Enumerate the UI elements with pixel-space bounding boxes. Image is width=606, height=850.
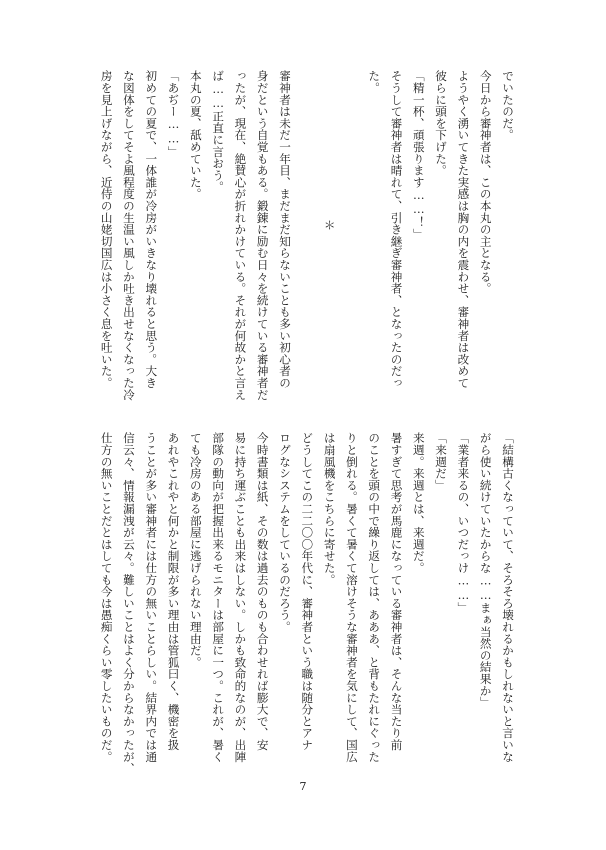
text-line: 身だという自覚もある。鍛錬に励む日々を続けている審神者だ	[255, 70, 270, 401]
text-line: 今日から審神者は、この本丸の主となる。	[478, 70, 493, 295]
text-line: うことが多い審神者には仕方の無いことらしい。結界内では通	[144, 432, 159, 763]
dialogue-line: 「結構古くなっていて、そろそろ壊れるかもしれないと言いな	[501, 432, 515, 763]
dialogue-line: 「業者来るの、いつだっけ……」	[456, 432, 471, 614]
text-line: 房を見上げながら、近侍の山姥切国広は小さく息を吐いた。	[99, 70, 114, 389]
text-line: でいたのだ。	[501, 70, 515, 141]
blank-line	[296, 70, 318, 380]
text-line: 初めての夏で、一体誰が冷房がいきなり壊れると思う。大き	[144, 70, 159, 389]
text-line: ば……正直に言おう。	[211, 70, 226, 193]
text-line: ったが、現在、絶賛心が折れかけている。それが何故かと言え	[233, 70, 248, 401]
page-number: 7	[299, 780, 307, 793]
text-line: は扇風機をこちらに寄せた。	[322, 432, 337, 586]
text-line: 部隊の動向が把握出来るモニターは部屋に一つ。これが、暑く	[211, 432, 226, 763]
blank-line	[341, 70, 363, 380]
text-line: 信云々、情報漏洩が云々。難しいことはよく分からなかったが、	[121, 432, 136, 775]
text-line: どうしてこの二二〇〇年代に、審神者という職は随分とアナ	[300, 432, 315, 751]
text-line: そうして審神者は晴れて、引き継ぎ審神者、となったのだっ	[389, 70, 404, 389]
text-line: ても冷房のある部屋に逃げられない理由だ。	[188, 432, 203, 668]
section-break-asterisk: ＊	[322, 219, 337, 231]
text-line: な図体をしてそよ風程度の生温い風しか吐き出せなくなった冷	[121, 70, 136, 401]
upper-text-block	[95, 70, 519, 401]
dialogue-line: 「来週だ」	[434, 432, 449, 491]
text-line: 暑すぎて思考が馬鹿になっている審神者は、そんな当たり前	[389, 432, 404, 751]
text-line: 来週。来週とは、来週だ。	[411, 432, 426, 574]
dialogue-line: がら使い続けていたからな……まぁ当然の結果か」	[478, 432, 493, 709]
text-line: 易に持ち運ぶことも出来はしない。しかも致命的なのが、出陣	[233, 432, 248, 763]
text-line: た。	[367, 70, 382, 94]
text-line: ログなシステムをしているのだろう。	[278, 432, 293, 633]
text-line: 今時書類は紙、その数は過去のものも合わせれば膨大で、安	[255, 432, 270, 751]
text-line: 本丸の夏、舐めていた。	[188, 70, 203, 200]
text-line: 審神者は未だ一年目、まだまだ知らないことも多い初心者の	[278, 70, 293, 389]
text-line: のことを頭の中で繰り返しては、あああ、と背もたれにぐった	[367, 432, 382, 763]
text-line: 彼らに頭を下げた。	[434, 70, 449, 177]
text-line: ようやく湧いてきた実感は胸の内を震わせ、審神者は改めて	[456, 70, 471, 389]
dialogue-line: 「精一杯、頑張ります……！」	[411, 70, 426, 240]
text-line: 仕方の無いことだとはしても今は愚痴くらい零したいものだ。	[99, 432, 114, 763]
dialogue-line: 「あぢー……」	[166, 70, 181, 158]
text-line: りと倒れる。暑くて暑くて溶けそうな審神者を気にして、国広	[344, 432, 359, 763]
text-line: あれやこれやと何かと制限が多い理由は管狐曰く、機密を扱	[166, 432, 181, 751]
lower-text-block	[95, 432, 519, 775]
